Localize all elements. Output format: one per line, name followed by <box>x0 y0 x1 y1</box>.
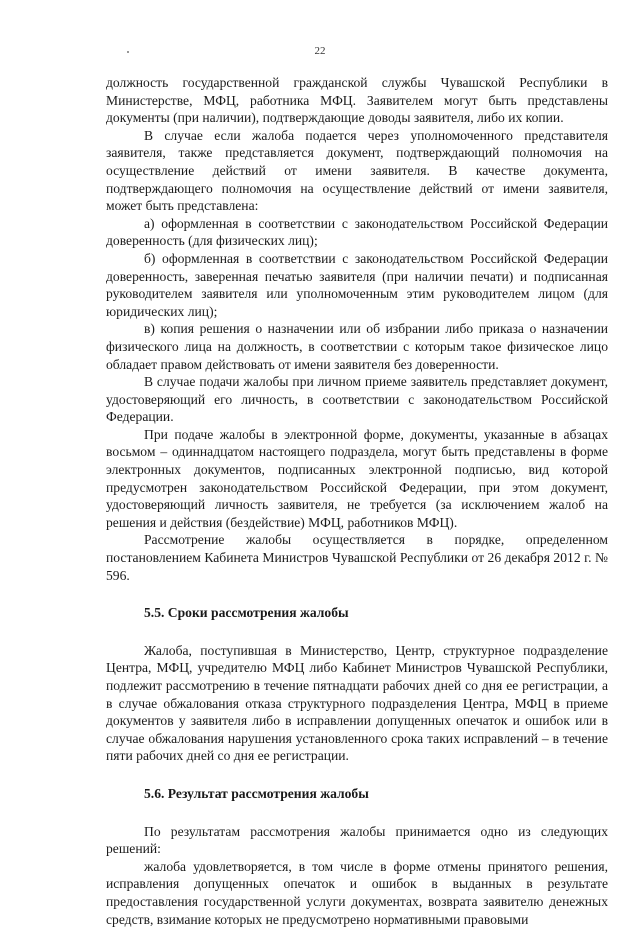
paragraph-review-deadlines: Жалоба, поступившая в Министерство, Центр, структурное подразделение Центра, МФЦ, учредителю МФЦ либо Кабинет Министров Чувашской Республики, подлежит рассмотрению в течение пятнадцати рабочих дней со дня ее регистрации, а в случае обжалования отказа структурного подразделения Центра, МФЦ в приеме документов у заявителя либо в исправлении допущенных опечаток и ошибок или в случае обжалования нарушения установленного срока таких исправлений – в течение пяти рабочих дней со дня ее регистрации. <box>106 642 608 764</box>
list-item-b: б) оформленная в соответствии с законодательством Российской Федерации доверенность, заверенная печатью заявителя (при наличии печати) и подписанная руководителем заявителя или уполномоченным этим руководителем лицом (для юридических лиц); <box>106 250 608 319</box>
section-heading-5-5: 5.5. Сроки рассмотрения жалобы <box>144 605 349 621</box>
document-body <box>106 74 608 928</box>
paragraph-review-procedure: Рассмотрение жалобы осуществляется в порядке, определенном постановлением Кабинета Министров Чувашской Республики от 26 декабря 2012 г. № 596. <box>106 532 608 583</box>
list-item-a: а) оформленная в соответствии с законодательством Российской Федерации доверенность (для физических лиц); <box>106 215 608 249</box>
page-number: 22 <box>314 45 326 57</box>
scan-artifact <box>127 51 129 53</box>
paragraph-decision-options: По результатам рассмотрения жалобы принимается одно из следующих решений: <box>106 823 608 857</box>
paragraph-electronic-form: При подаче жалобы в электронной форме, документы, указанные в абзацах восьмом – одиннадцатом настоящего подраздела, могут быть представлены в форме электронных документов, подписанных электронной подписью, вид которой предусмотрен законодательством Российской Федерации, при этом документ, удостоверяющий личность заявителя, не требуется (за исключением жалоб на решения и действия (бездействие) МФЦ, работников МФЦ). <box>106 426 608 530</box>
paragraph-continuation: должность государственной гражданской службы Чувашской Республики в Министерстве, МФЦ, работника МФЦ. Заявителем могут быть представлены документы (при наличии), подтверждающие доводы заявителя, либо их копии. <box>106 75 608 126</box>
paragraph-representative: В случае если жалоба подается через уполномоченного представителя заявителя, также представляется документ, подтверждающий полномочия на осуществление действий от имени заявителя. В качестве документа, подтверждающего полномочия на осуществление действий от имени заявителя, может быть представлена: <box>106 127 608 214</box>
list-item-c: в) копия решения о назначении или об избрании либо приказа о назначении физического лица на должность, в соответствии с которым такое физическое лицо обладает правом действовать от имени заявителя без доверенности. <box>106 321 608 372</box>
section-heading-5-6: 5.6. Результат рассмотрения жалобы <box>144 785 369 801</box>
paragraph-personal-reception: В случае подачи жалобы при личном приеме заявитель представляет документ, удостоверяющий его личность, в соответствии с законодательством Российской Федерации. <box>106 374 608 425</box>
paragraph-complaint-satisfied: жалоба удовлетворяется, в том числе в форме отмены принятого решения, исправления допущенных опечаток и ошибок в выданных в результате предоставления государственной услуги документах, возврата заявителю денежных средств, взимание которых не предусмотрено нормативными правовыми <box>106 858 608 927</box>
